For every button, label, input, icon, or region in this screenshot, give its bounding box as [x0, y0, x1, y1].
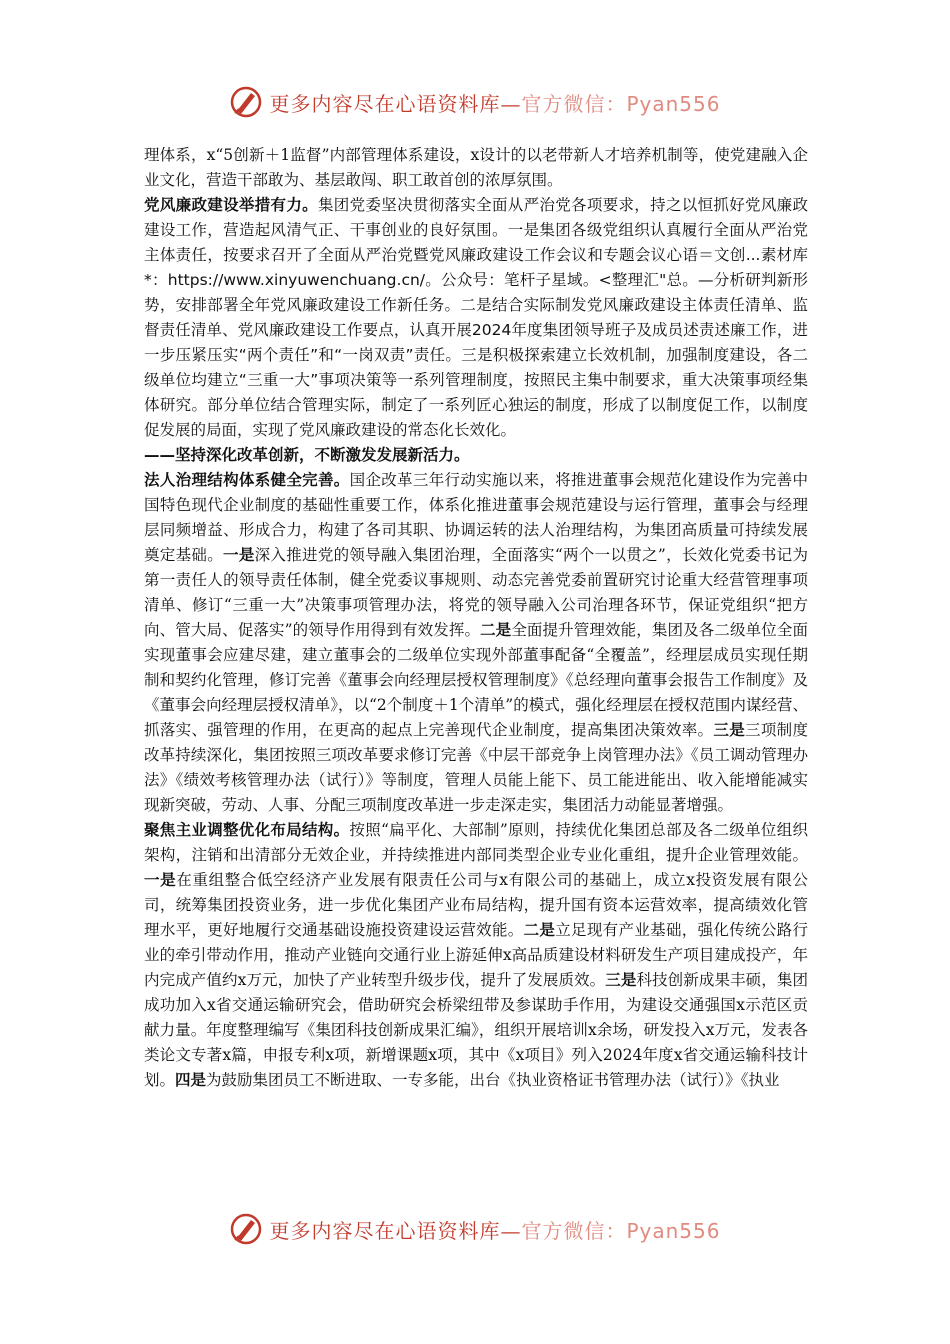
paragraph: 法人治理结构体系健全完善。国企改革三年行动实施以来，将推进董事会规范化建设作为完善中国特色现代企业制度的基础性重要工作，体系化推进董事会规范建设与运行管理，董事会与经理层同频增益、形成合力，构建了各司其职、协调运转的法人治理结构，为集团高质量可持续发展奠定基础。一是深入推进党的领导融入集团治理，全面落实“两个一以贯之”，长效化党委书记为第一责任人的领导责任体制，健全党委议事规则、动态完善党委前置研究讨论重大经营管理事项清单、修订“三重一大”决策事项管理办法，将党的领导融入公司治理各环节，保证党组织“把方向、管大局、促落实”的领导作用得到有效发挥。二是全面提升管理效能，集团及各二级单位全面实现董事会应建尽建，建立董事会的二级单位实现外部董事配备“全覆盖”，经理层成员实现任期制和契约化管理，修订完善《董事会向经理层授权管理制度》《总经理向董事会报告工作制度》及《董事会向经理层授权清单》，以“2个制度＋1个清单”的模式，强化经理层在授权范围内谋经营、抓落实、强管理的作用，在更高的起点上完善现代企业制度，提高集团决策效率。三是三项制度改革持续深化，集团按照三项改革要求修订完善《中层干部竞争上岗管理办法》《员工调动管理办法》《绩效考核管理办法（试行）》等制度，管理人员能上能下、员工能进能出、收入能增能减实现新突破，劳动、人事、分配三项制度改革进一步走深走实，集团活力动能显著增强。	[144, 471, 808, 814]
section-heading: ——坚持深化改革创新，不断激发发展新活力。	[144, 446, 470, 464]
header-banner	[0, 82, 950, 122]
paragraph: 党风廉政建设举措有力。集团党委坚决贯彻落实全面从严治党各项要求，持之以恒抓好党风廉政建设工作，营造起风清气正、干事创业的良好氛围。一是集团各级党组织认真履行全面从严治党主体责任，按要求召开了全面从严治党暨党风廉政建设工作会议和专题会议心语＝文创...素材库*：https://www.xinyuwenchuang.cn/。公众号：笔杆子星域。<整理汇"总。—分析研判新形势，安排部署全年党风廉政建设工作新任务。二是结合实际制发党风廉政建设主体责任清单、监督责任清单、党风廉政建设工作要点，认真开展2024年度集团领导班子及成员述责述廉工作，进一步压紧压实“两个责任”和“一岗双责”责任。三是积极探索建立长效机制，加强制度建设，各二级单位均建立“三重一大”事项决策等一系列管理制度，按照民主集中制要求，重大决策事项经集体研究。部分单位结合管理实际，制定了一系列匠心独运的制度，形成了以制度促工作，以制度促发展的局面，实现了党风廉政建设的常态化长效化。	[144, 196, 808, 439]
banner-text: 更多内容尽在心语资料库—官方微信：Pyan556	[269, 1218, 721, 1243]
footer-banner	[0, 1209, 950, 1249]
document-body	[144, 143, 808, 1093]
banner-text: 更多内容尽在心语资料库—官方微信：Pyan556	[269, 91, 721, 116]
paragraph: 理体系，x“5创新＋1监督”内部管理体系建设，x设计的以老带新人才培养机制等，使党建融入企业文化，营造干部敢为、基层敢闯、职工敢首创的浓厚氛围。	[144, 146, 808, 189]
pen-logo-icon	[229, 1212, 263, 1246]
paragraph: 聚焦主业调整优化布局结构。按照“扁平化、大部制”原则，持续优化集团总部及各二级单位组织架构，注销和出清部分无效企业，并持续推进内部同类型企业专业化重组，提升企业管理效能。一是在重组整合低空经济产业发展有限责任公司与x有限公司的基础上，成立x投资发展有限公司，统筹集团投资业务，进一步优化集团产业布局结构，提升国有资本运营效率，提高绩效化管理水平，更好地履行交通基础设施投资建设运营效能。二是立足现有产业基础，强化传统公路行业的牵引带动作用，推动产业链向交通行业上游延伸x高品质建设材料研发生产项目建成投产，年内完成产值约x万元，加快了产业转型升级步伐，提升了发展质效。三是科技创新成果丰硕，集团成功加入x省交通运输研究会，借助研究会桥梁纽带及参谋助手作用，为建设交通强国x示范区贡献力量。年度整理编写《集团科技创新成果汇编》，组织开展培训x余场，研发投入x万元，发表各类论文专著x篇，申报专利x项，新增课题x项，其中《x项目》列入2024年度x省交通运输科技计划。四是为鼓励集团员工不断进取、一专多能，出台《执业资格证书管理办法（试行）》《执业	[144, 821, 808, 1089]
pen-logo-icon	[229, 85, 263, 119]
